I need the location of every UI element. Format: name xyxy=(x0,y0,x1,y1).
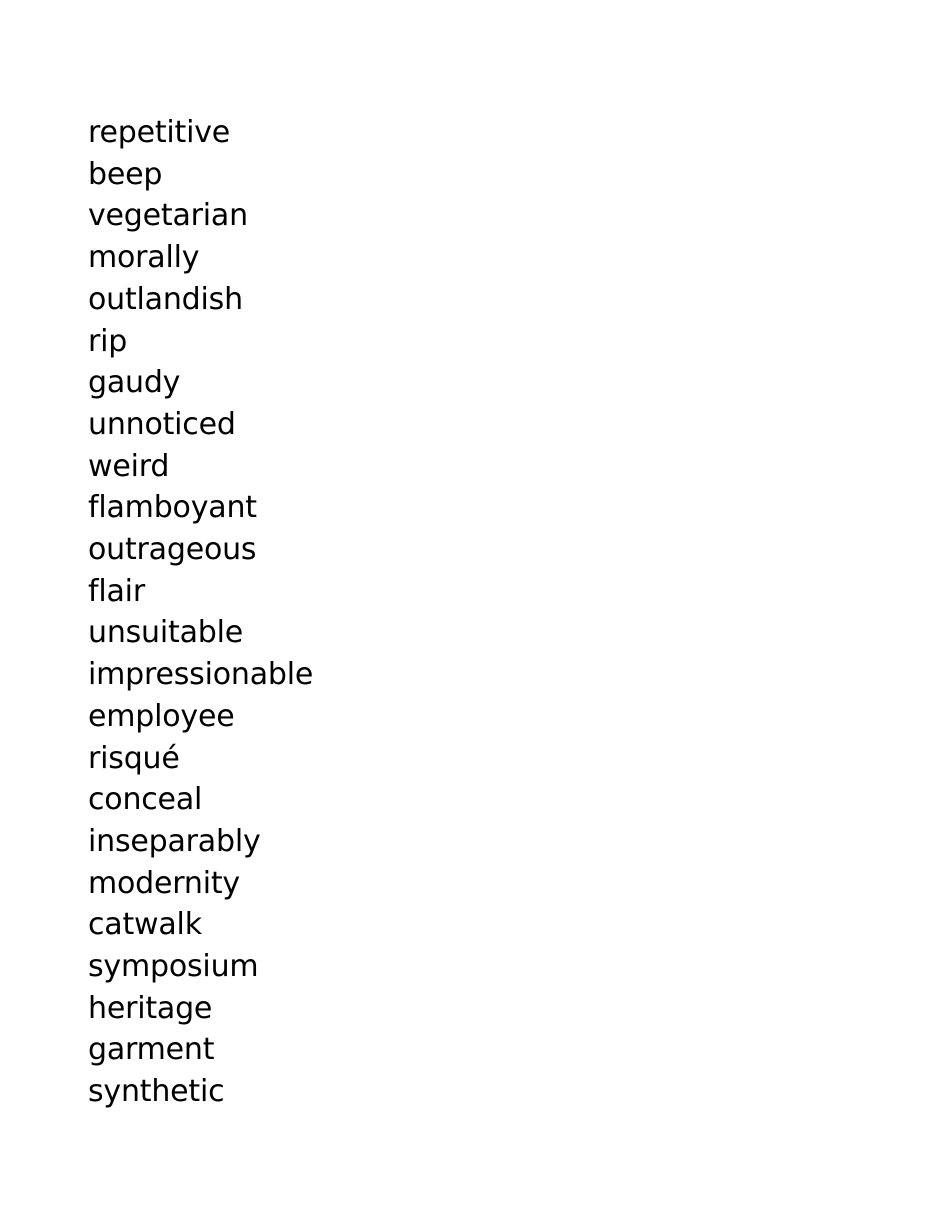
list-item: gaudy xyxy=(88,365,181,401)
list-item: employee xyxy=(88,698,235,734)
list-item: flamboyant xyxy=(88,490,257,526)
list-item: modernity xyxy=(88,865,240,901)
list-item: vegetarian xyxy=(88,198,248,234)
list-item: repetitive xyxy=(88,115,231,150)
list-item: outlandish xyxy=(88,281,243,317)
word-list xyxy=(88,112,313,1113)
list-item: risqué xyxy=(88,740,180,776)
list-item: beep xyxy=(88,156,163,192)
list-item: impressionable xyxy=(88,657,314,693)
list-item: flair xyxy=(88,573,145,609)
list-item: catwalk xyxy=(88,907,202,943)
list-item: garment xyxy=(88,1032,215,1068)
list-item: rip xyxy=(88,323,128,359)
list-item: synthetic xyxy=(88,1074,225,1110)
list-item: morally xyxy=(88,240,200,276)
list-item: unnoticed xyxy=(88,406,236,442)
list-item: inseparably xyxy=(88,823,261,859)
list-item: heritage xyxy=(88,990,213,1026)
list-item: unsuitable xyxy=(88,615,243,651)
list-item: weird xyxy=(88,448,170,484)
list-item: outrageous xyxy=(88,532,257,568)
list-item: symposium xyxy=(88,949,259,985)
list-item: conceal xyxy=(88,782,203,818)
